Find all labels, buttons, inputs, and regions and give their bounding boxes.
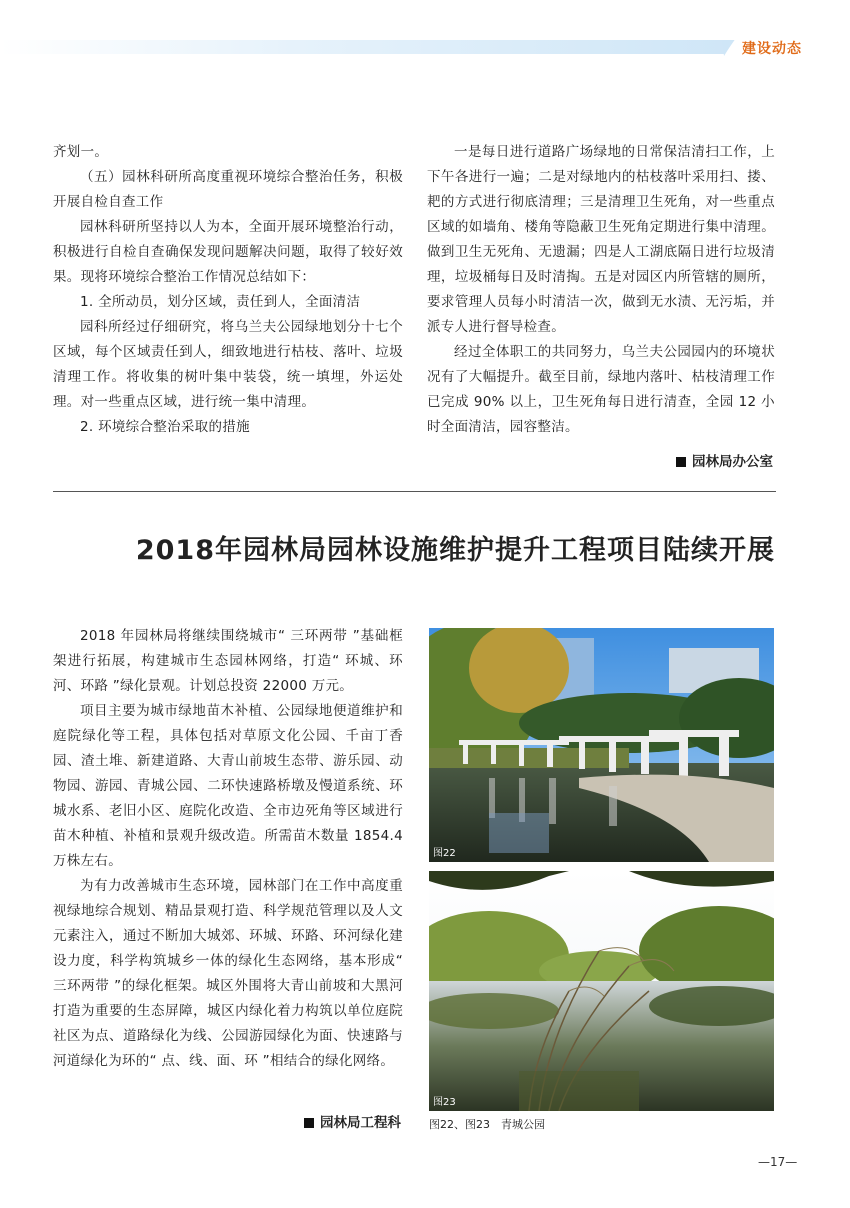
photo-caption: 图22、图23 青城公园 [429, 1118, 545, 1131]
article2-title: 2018年园林局园林设施维护提升工程项目陆续开展 [135, 535, 775, 566]
section-tag: 建设动态 [742, 41, 802, 57]
paragraph: 齐划一。 [53, 144, 109, 160]
article-divider [53, 491, 776, 492]
page-number: —17— [758, 1155, 798, 1169]
paragraph: 园科所经过仔细研究，将乌兰夫公园绿地划分十七个区域，每个区域责任到人，细致地进行枯枝、落叶、垃圾清理工作。将收集的树叶集中装袋，统一填埋，外运处理。对一些重点区域，进行统一集中清理。 [53, 319, 403, 410]
photo2-label: 图23 [433, 1097, 456, 1108]
byline-square-icon [676, 457, 686, 467]
photo-pergola-illustration [429, 628, 774, 862]
photo-qingcheng-park-lake [429, 871, 774, 1111]
article2-body [53, 624, 403, 1074]
paragraph: 为有力改善城市生态环境，园林部门在工作中高度重视绿地综合规划、精品景观打造、科学规范管理以及人文元素注入，通过不断加大城郊、环城、环路、环河绿化建设力度，科学构筑城乡一体的绿化生态网络，基本形成“ 三环两带 ”的绿化框架。城区外围将大青山前坡和大黑河打造为重要的生态屏障，城区内绿化着力构筑以单位庭院社区为点、道路绿化为线、公园游园绿化为面、快速路与河道绿化为环的“ 点、线、面、环 ”相结合的绿化网络。 [53, 878, 403, 1069]
photo-lake-illustration [429, 871, 774, 1111]
article2-byline [304, 1111, 401, 1131]
header-bar [0, 40, 735, 54]
photo1-label: 图22 [433, 848, 456, 859]
paragraph: 2018 年园林局将继续围绕城市“ 三环两带 ”基础框架进行拓展，构建城市生态园林网络，打造“ 环城、环河、环路 ”绿化景观。计划总投资 22000 万元。 [53, 628, 403, 694]
byline-square-icon [304, 1118, 314, 1128]
paragraph: 项目主要为城市绿地苗木补植、公园绿地便道维护和庭院绿化等工程，具体包括对草原文化公园、千亩丁香园、渣土堆、新建道路、大青山前坡生态带、游乐园、动物园、游园、青城公园、二环快速路桥墩及慢道系统、环城水系、老旧小区、庭院化改造、全市边死角等区域进行苗木种植、补植和景观升级改造。所需苗木数量 1854.4 万株左右。 [53, 703, 403, 869]
paragraph: 1. 全所动员，划分区域，责任到人，全面清洁 [80, 294, 361, 310]
article1-right-column [427, 140, 775, 440]
paragraph: （五）园林科研所高度重视环境综合整治任务，积极开展自检自查工作 [53, 169, 403, 210]
paragraph: 2. 环境综合整治采取的措施 [80, 419, 250, 435]
article2-byline-text: 园林局工程科 [320, 1115, 401, 1131]
article1-left-column [53, 140, 403, 440]
article1-byline [676, 450, 773, 470]
paragraph: 一是每日进行道路广场绿地的日常保洁清扫工作，上下午各进行一遍；二是对绿地内的枯枝落叶采用扫、搂、耙的方式进行彻底清理；三是清理卫生死角，对一些重点区域的如墙角、楼角等隐蔽卫生死角定期进行集中清理。做到卫生无死角、无遗漏；四是人工湖底隔日进行垃圾清理，垃圾桶每日及时清掏。五是对园区内所管辖的厕所，要求管理人员每小时清洁一次，做到无水渍、无污垢，并派专人进行督导检查。 [427, 144, 775, 335]
photo-qingcheng-park-pergola [429, 628, 774, 862]
paragraph: 园林科研所坚持以人为本，全面开展环境整治行动，积极进行自检自查确保发现问题解决问题，取得了较好效果。现将环境综合整治工作情况总结如下： [53, 219, 403, 285]
paragraph: 经过全体职工的共同努力，乌兰夫公园园内的环境状况有了大幅提升。截至目前，绿地内落叶、枯枝清理工作已完成 90% 以上，卫生死角每日进行清查，全园 12 小时全面清洁，园容整洁。 [427, 344, 775, 435]
article1-byline-text: 园林局办公室 [692, 454, 773, 470]
